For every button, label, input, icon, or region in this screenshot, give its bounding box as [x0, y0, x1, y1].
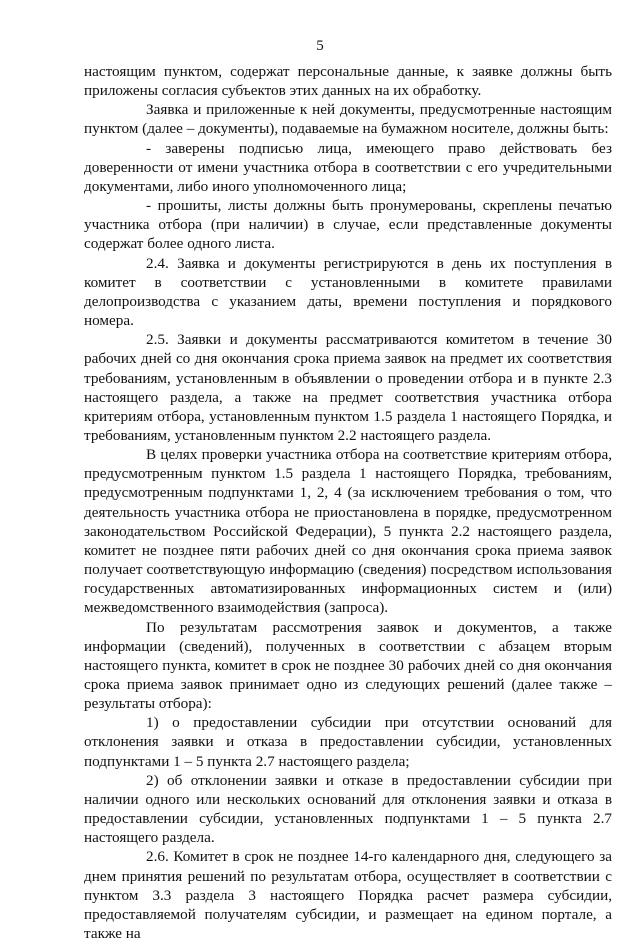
paragraph-2-5: 2.5. Заявки и документы рассматриваются комитетом в течение 30 рабочих дней со дня окончания срока приема заявок на предмет их соответствия требованиям, установленным в объявлении о проведении отбора и в пункте 2.3 настоящего раздела, а также на предмет соответствия участника отбора критериям отбора, установленным пунктом 1.5 раздела 1 настоящего Порядка, и требованиям, установленным пунктом 2.2 настоящего раздела. [84, 331, 612, 444]
page-number: 5 [316, 38, 324, 54]
paragraph-2-6: 2.6. Комитет в срок не позднее 14-го календарного дня, следующего за днем принятия решений по результатам отбора, осуществляет в соответствии с пунктом 3.3 раздела 3 настоящего Порядка расчет размера субсидии, предоставляемой получателям субсидии, и размещает на едином портале, а также на [84, 848, 612, 943]
paragraph-decision-reject: 2) об отклонении заявки и отказе в предоставлении субсидии при наличии одного или нескольких оснований для отклонения заявки и отказа в предоставлении субсидии, установленных подпунктами 1 – 5 пункта 2.7 настоящего раздела. [84, 771, 612, 847]
paragraph-verification: В целях проверки участника отбора на соответствие критериям отбора, предусмотренным пунктом 1.5 раздела 1 настоящего Порядка, требованиям, предусмотренным подпунктами 1, 2, 4 (за исключением требования о том, что деятельность участника отбора не приостановлена в порядке, предусмотренном законодательством Российской Федерации), 5 пункта 2.2 настоящего раздела, комитет не позднее пяти рабочих дней со дня окончания срока приема заявок получает соответствующую информацию (сведения) посредством использования государственных автоматизированных информационных систем и (или) межведомственного взаимодействия (запроса). [84, 446, 612, 617]
paragraph-binding-requirement: - прошиты, листы должны быть пронумерованы, скреплены печатью участника отбора (при наличии) в случае, если представленные документы содержат более одного листа. [84, 197, 612, 253]
paragraph-continuation: настоящим пунктом, содержат персональные данные, к заявке должны быть приложены согласия субъектов этих данных на их обработку. [84, 63, 612, 100]
paragraph-results: По результатам рассмотрения заявок и документов, а также информации (сведений), полученных в соответствии с абзацем вторым настоящего пункта, комитет в срок не позднее 30 рабочих дней со дня окончания срока приема заявок принимает одно из следующих решений (далее также – результаты отбора): [84, 618, 612, 713]
paragraph-documents-requirements: Заявка и приложенные к ней документы, предусмотренные настоящим пунктом (далее – документы), подаваемые на бумажном носителе, должны быть: [84, 101, 612, 138]
paragraph-2-4: 2.4. Заявка и документы регистрируются в день их поступления в комитет в соответствии с установленными в комитете правилами делопроизводства с указанием даты, времени поступления и порядкового номера. [84, 254, 612, 330]
paragraph-decision-grant: 1) о предоставлении субсидии при отсутствии оснований для отклонения заявки и отказа в предоставлении субсидии, установленных подпунктами 1 – 5 пункта 2.7 настоящего раздела; [84, 714, 612, 770]
document-body [84, 62, 612, 943]
paragraph-signature-requirement: - заверены подписью лица, имеющего право действовать без доверенности от имени участника отбора в соответствии с его учредительными документами, либо иного уполномоченного лица; [84, 139, 612, 195]
